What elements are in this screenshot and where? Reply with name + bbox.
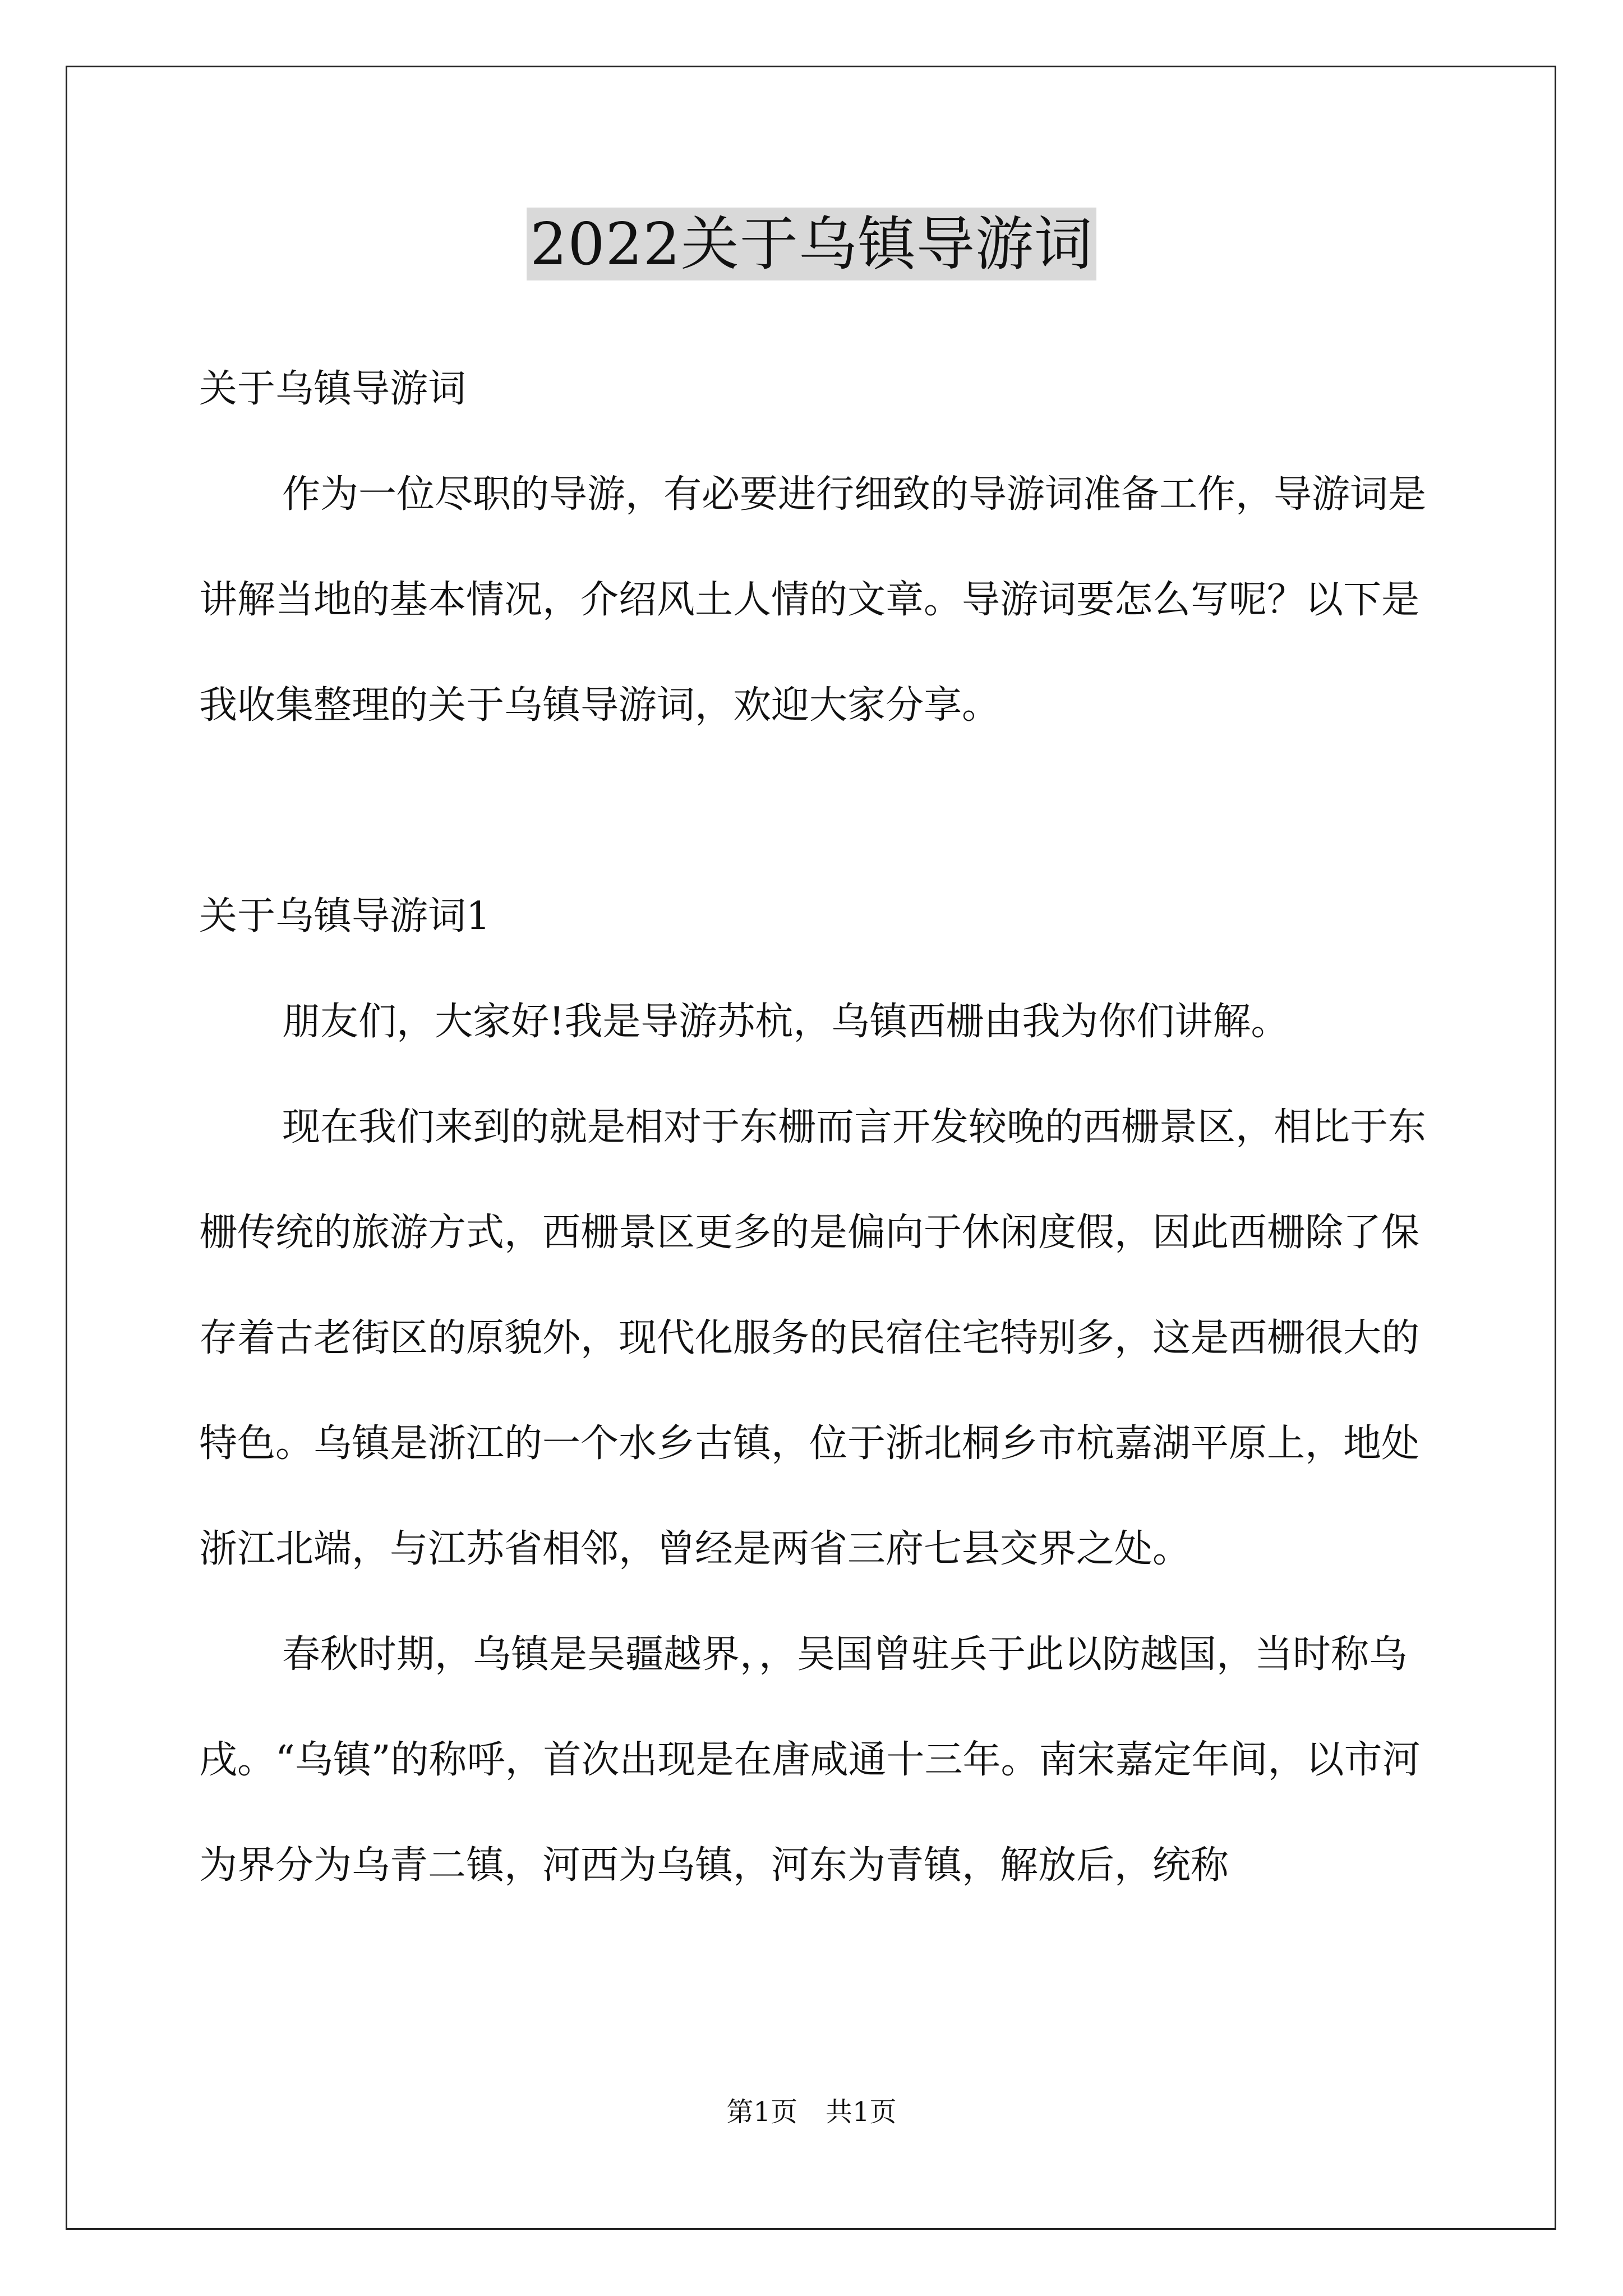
subtitle: 关于乌镇导游词: [199, 367, 467, 411]
body-paragraph: 春秋时期，乌镇是吴疆越界，，吴国曾驻兵于此以防越国，当时称乌戌。“乌镇”的称呼，首次出现是在唐咸通十三年。南宋嘉定年间，以市河为界分为乌青二镇，河西为乌镇，河东为青镇，解放后，统称: [199, 1632, 1421, 1888]
page-total: 共1页: [826, 2096, 897, 2128]
intro-paragraph: 作为一位尽职的导游，有必要进行细致的导游词准备工作，导游词是讲解当地的基本情况，介绍风土人情的文章。导游词要怎么写呢？以下是我收集整理的关于乌镇导游词，欢迎大家分享。: [199, 472, 1427, 728]
section-heading: 关于乌镇导游词1: [199, 894, 491, 938]
document-body: [199, 337, 1453, 1918]
page-footer: [0, 2095, 1623, 2129]
title-container: [0, 208, 1623, 280]
page-number: 第1页: [726, 2096, 797, 2128]
section-gap: [199, 758, 1453, 864]
body-paragraph: 朋友们，大家好!我是导游苏杭，乌镇西栅由我为你们讲解。: [282, 1000, 1289, 1044]
body-paragraph: 现在我们来到的就是相对于东栅而言开发较晚的西栅景区，相比于东栅传统的旅游方式，西栅景区更多的是偏向于休闲度假，因此西栅除了保存着古老街区的原貌外，现代化服务的民宿住宅特别多，这是西栅很大的特色。乌镇是浙江的一个水乡古镇，位于浙北桐乡市杭嘉湖平原上，地处浙江北端，与江苏省相邻，曾经是两省三府七县交界之处。: [199, 1105, 1427, 1571]
document-title: 2022关于乌镇导游词: [527, 208, 1096, 280]
